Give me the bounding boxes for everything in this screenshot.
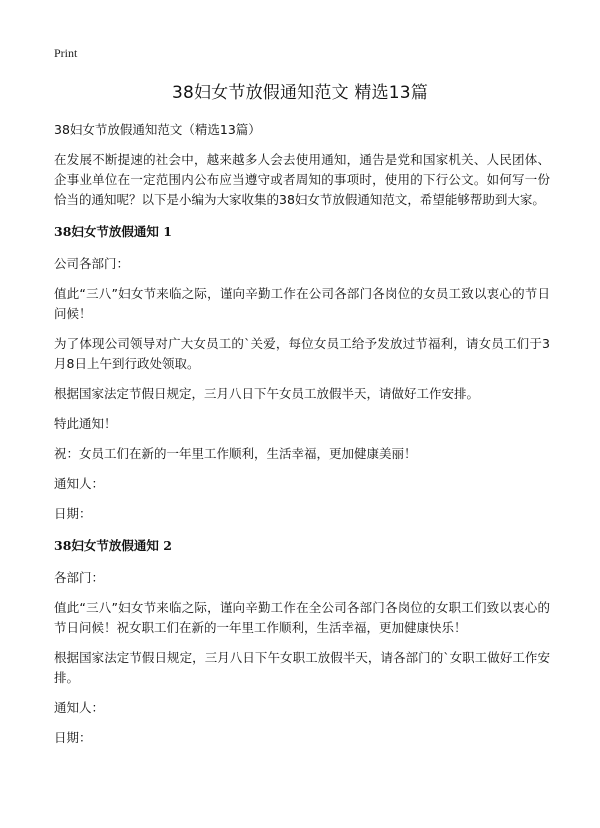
salutation: 各部门： — [54, 570, 105, 585]
section-heading: 38妇女节放假通知 2 — [54, 538, 172, 553]
date-line: 日期： — [54, 506, 92, 521]
notice-section-2 — [54, 536, 550, 748]
paragraph: 特此通知！ — [54, 416, 117, 431]
intro-paragraph: 在发展不断提速的社会中，越来越多人会去使用通知，通告是党和国家机关、人民团体、企事业单位在一定范围内公布应当遵守或者周知的事项时，使用的下行公文。如何写一份恰当的通知呢？以下是小编为大家收集的38妇女节放假通知范文，希望能够帮助到大家。 — [54, 152, 550, 207]
section-heading: 38妇女节放假通知 1 — [54, 224, 172, 239]
document-subtitle: 38妇女节放假通知范文（精选13篇） — [54, 122, 261, 137]
notice-section-1 — [54, 222, 550, 524]
paragraph: 为了体现公司领导对广大女员工的`关爱，每位女员工给予发放过节福利，请女员工们于3月8日上午到行政处领取。 — [54, 336, 550, 371]
salutation: 公司各部门： — [54, 256, 130, 271]
document-body — [54, 120, 550, 758]
document-title: 38妇女节放假通知范文 精选13篇 — [171, 83, 429, 103]
paragraph: 根据国家法定节假日规定，三月八日下午女职工放假半天，请各部门的`女职工做好工作安排。 — [54, 650, 550, 685]
print-label: Print — [54, 46, 78, 60]
notifier-line: 通知人： — [54, 476, 105, 491]
notifier-line: 通知人： — [54, 700, 105, 715]
paragraph: 值此“三八”妇女节来临之际，谨向辛勤工作在全公司各部门各岗位的女职工们致以衷心的节日问候！祝女职工们在新的一年里工作顺利，生活幸福，更加健康快乐！ — [54, 600, 550, 635]
paragraph: 祝：女员工们在新的一年里工作顺利，生活幸福，更加健康美丽！ — [54, 446, 417, 461]
paragraph: 值此“三八”妇女节来临之际，谨向辛勤工作在公司各部门各岗位的女员工致以衷心的节日问候！ — [54, 286, 550, 321]
paragraph: 根据国家法定节假日规定，三月八日下午女员工放假半天，请做好工作安排。 — [54, 386, 480, 401]
date-line: 日期： — [54, 730, 92, 745]
